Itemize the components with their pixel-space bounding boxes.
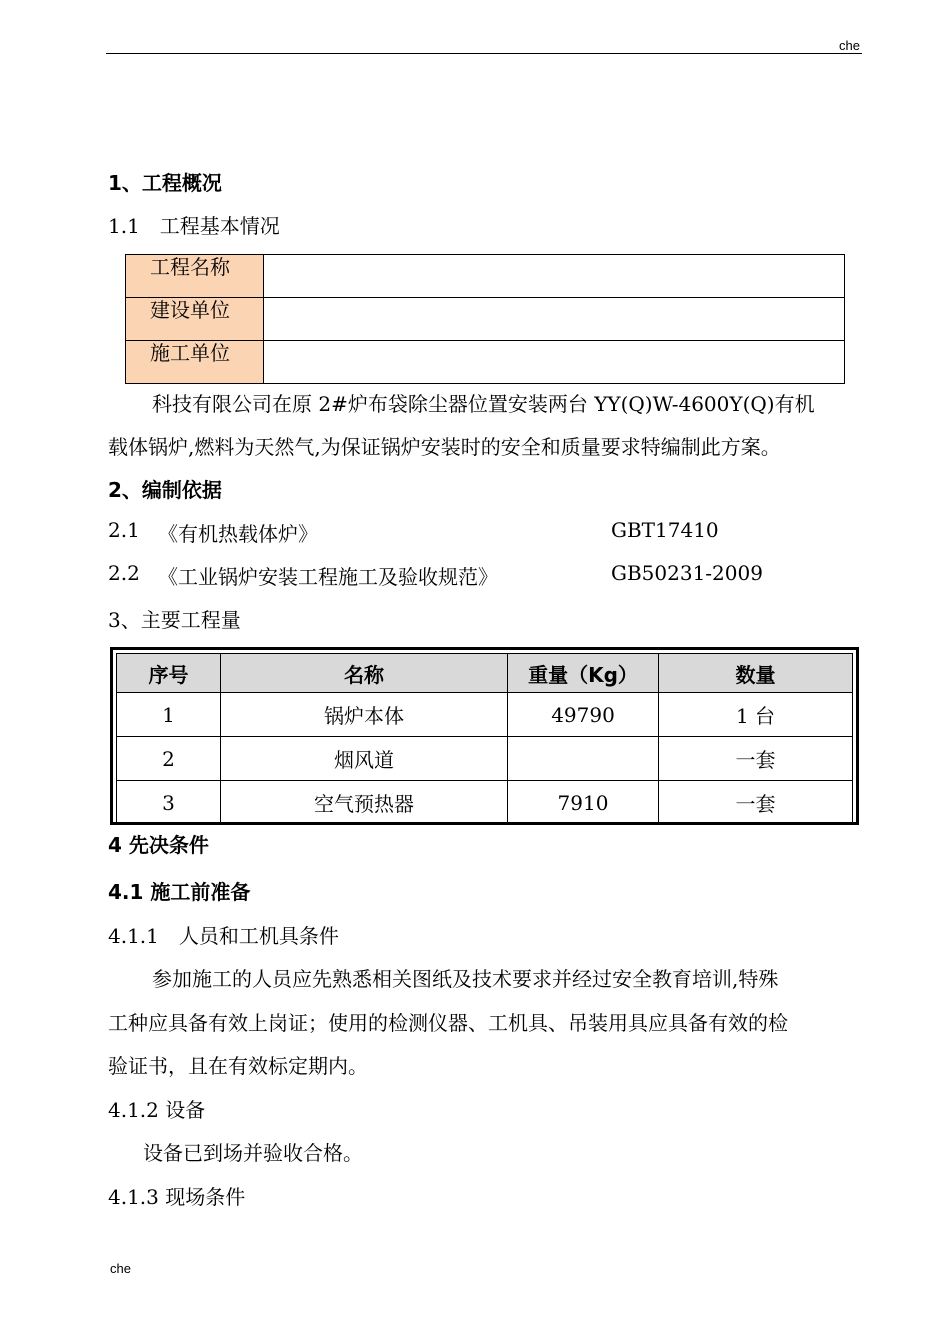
section-4-1-2-title: 4.1.2 设备 [108,1098,206,1122]
contractor-label: 施工单位 [126,341,264,384]
project-name-value [264,255,845,298]
section-4-1-3-title: 4.1.3 现场条件 [108,1185,246,1209]
section-2-title: 2、编制依据 [108,478,222,502]
cell-name: 锅炉本体 [221,693,508,737]
basis-2-code: GB50231-2009 [611,561,763,585]
owner-label: 建设单位 [126,298,264,341]
table-row [117,781,853,825]
table-row [117,693,853,737]
cell-weight: 49790 [508,693,659,737]
table-header-row [117,654,853,693]
section-4-1-title: 4.1 施工前准备 [108,880,251,904]
description-line-1: 科技有限公司在原 2#炉布袋除尘器位置安装两台 YY(Q)W-4600Y(Q)有机 [152,392,815,416]
cell-quantity: 1 台 [659,693,853,737]
page-footer-text: che [110,1261,131,1276]
paragraph-1-line-1: 参加施工的人员应先熟悉相关图纸及技术要求并经过安全教育培训,特殊 [152,967,779,991]
basis-1-no: 2.1 [108,518,140,542]
cell-quantity: 一套 [659,737,853,781]
col-header-no: 序号 [117,654,221,693]
page-header-text: che [839,38,860,53]
paragraph-2-line-1: 设备已到场并验收合格。 [143,1141,363,1165]
description-line-2: 载体锅炉,燃料为天然气,为保证锅炉安装时的安全和质量要求特编制此方案。 [108,435,781,459]
header-rule [106,53,862,54]
cell-quantity: 一套 [659,781,853,825]
cell-no: 3 [117,781,221,825]
project-name-label: 工程名称 [126,255,264,298]
col-header-weight: 重量（Kg） [508,654,659,693]
section-1-title: 1、工程概况 [108,171,222,195]
basis-2-name: 《工业锅炉安装工程施工及验收规范》 [158,565,498,589]
paragraph-1-line-3: 验证书，且在有效标定期内。 [108,1054,368,1078]
quantity-table [116,653,853,825]
table-row [126,298,845,341]
table-row [126,341,845,384]
cell-name: 空气预热器 [221,781,508,825]
section-1-1-title: 1.1 工程基本情况 [108,214,280,238]
owner-value [264,298,845,341]
project-info-table [125,254,845,384]
col-header-name: 名称 [221,654,508,693]
basis-1-name: 《有机热载体炉》 [158,522,318,546]
cell-no: 1 [117,693,221,737]
cell-no: 2 [117,737,221,781]
basis-1-code: GBT17410 [611,518,719,542]
cell-weight: 7910 [508,781,659,825]
cell-weight [508,737,659,781]
col-header-quantity: 数量 [659,654,853,693]
section-4-1-1-title: 4.1.1 人员和工机具条件 [108,924,339,948]
section-3-title: 3、主要工程量 [108,608,241,632]
table-row [126,255,845,298]
quantity-table-frame [110,647,859,825]
section-4-title: 4 先决条件 [108,833,209,857]
cell-name: 烟风道 [221,737,508,781]
basis-2-no: 2.2 [108,561,140,585]
paragraph-1-line-2: 工种应具备有效上岗证；使用的检测仪器、工机具、吊装用具应具备有效的检 [108,1011,788,1035]
contractor-value [264,341,845,384]
table-row [117,737,853,781]
